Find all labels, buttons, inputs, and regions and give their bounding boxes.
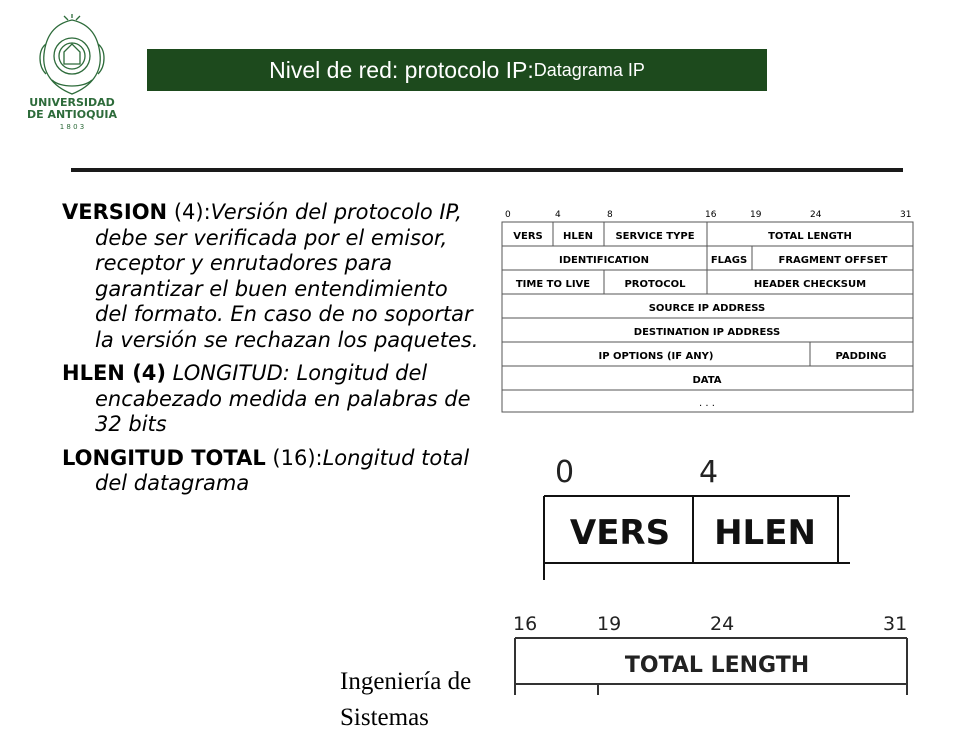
zoom-bit-0: 0 <box>555 455 575 490</box>
bit-label-4: 4 <box>555 210 561 220</box>
hlen-description: LONGITUD: Longitud del encabezado medida en palabras de 32 bits <box>95 361 471 436</box>
title-divider <box>71 168 903 172</box>
footer-department: Ingeniería de Sistemas <box>340 668 472 731</box>
field-ellipsis: . . . <box>699 398 715 409</box>
field-identification: IDENTIFICATION <box>558 255 650 266</box>
zoom-bit-16: 16 <box>513 613 538 635</box>
field-flags: FLAGS <box>710 255 748 266</box>
slide-title-main: Nivel de red: protocolo IP: <box>269 56 534 83</box>
field-service-type: SERVICE TYPE <box>615 231 695 242</box>
logo-year: 1 8 0 3 <box>59 123 85 131</box>
hlen-paragraph <box>62 361 482 438</box>
slide-title-sub: Datagrama IP <box>533 59 645 80</box>
field-vers: VERS <box>513 231 543 242</box>
zoom-bit-31: 31 <box>883 613 908 635</box>
field-data: DATA <box>692 375 722 386</box>
hlen-term: HLEN (4) <box>62 361 166 385</box>
field-ip-options: IP OPTIONS (IF ANY) <box>598 351 714 362</box>
zoom-bit-19: 19 <box>597 613 622 635</box>
zoom-vers-label: VERS <box>569 513 671 553</box>
total-length-description: Longitud total del datagrama <box>95 445 470 495</box>
slide-title <box>147 49 767 91</box>
total-length-paragraph <box>62 446 482 497</box>
logo-line-1: UNIVERSIDAD <box>29 96 115 109</box>
bit-label-24: 24 <box>810 210 822 220</box>
total-length-zoom <box>505 600 915 695</box>
version-paragraph <box>62 200 482 353</box>
zoom-total-length-label: TOTAL LENGTH <box>624 653 810 678</box>
version-bits: (4): <box>167 200 211 224</box>
field-hlen: HLEN <box>563 231 593 242</box>
field-header-checksum: HEADER CHECKSUM <box>753 279 867 290</box>
zoom-hlen-label: HLEN <box>714 513 816 553</box>
ip-header-diagram <box>500 205 915 413</box>
zoom-bit-24: 24 <box>710 613 735 635</box>
body-text <box>62 200 482 505</box>
field-destination-ip: DESTINATION IP ADDRESS <box>633 327 781 338</box>
field-source-ip: SOURCE IP ADDRESS <box>648 303 766 314</box>
bit-label-31: 31 <box>900 210 912 220</box>
university-seal-icon <box>40 14 104 94</box>
zoom-bit-4: 4 <box>699 455 719 490</box>
logo-line-2: DE ANTIOQUIA <box>26 108 118 121</box>
field-fragment-offset: FRAGMENT OFFSET <box>778 255 888 266</box>
bit-label-8: 8 <box>607 210 613 220</box>
university-logo <box>24 14 120 134</box>
field-padding: PADDING <box>835 351 887 362</box>
field-total-length: TOTAL LENGTH <box>768 231 852 242</box>
bit-label-16: 16 <box>705 210 717 220</box>
total-length-bits: (16): <box>265 445 323 470</box>
field-time-to-live: TIME TO LIVE <box>515 279 591 290</box>
field-protocol: PROTOCOL <box>624 279 686 290</box>
vers-hlen-zoom <box>525 436 850 580</box>
bit-label-19: 19 <box>750 210 762 220</box>
version-description: Versión del protocolo IP, debe ser verificada por el emisor, receptor y enrutadores para garantizar el buen entendimiento del formato. En caso de no soportar la versión se rechazan los paquetes. <box>95 200 479 352</box>
total-length-term: LONGITUD TOTAL <box>62 445 266 470</box>
version-term: VERSION <box>62 200 168 224</box>
bit-label-0: 0 <box>505 210 511 220</box>
